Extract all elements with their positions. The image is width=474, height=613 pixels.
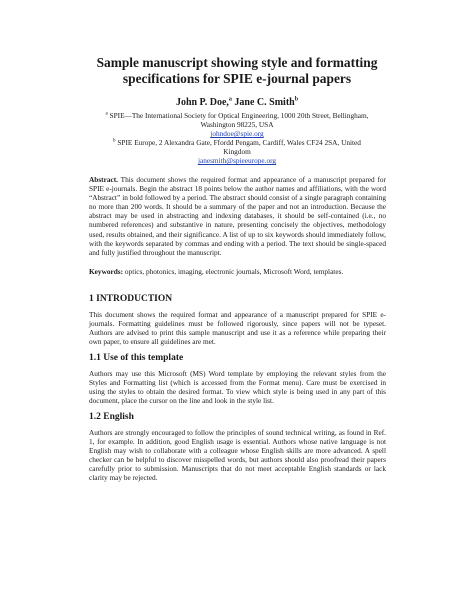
author-1-affiliation-mark: a: [228, 96, 232, 103]
affiliation-a-line-1: $^a$ SPIE—The International Society for Optical Engineering, 1000 20th Street, Bellingham,: [105, 111, 369, 120]
introduction-paragraph: This document shows the required format and appearance of a manuscript prepared for SPIE e-journals. Formatting guidelines must be followed rigorously, since papers will not be typeset. Authors are advised to print this sample manuscript and use it as a reference while preparing their own paper, to ensure all guidelines are met.: [89, 310, 386, 347]
template-paragraph: Authors may use this Microsoft (MS) Word template by employing the relevant styles from the Styles and Formatting list (which is accessed from the Format menu). Care must be exercised in using the styles to obtain the desired format. To view which style is being used in any part of this document, place the cursor on the line and look in the style list.: [89, 369, 386, 406]
affiliation-b-line-1: $^b$ SPIE Europe, 2 Alexandra Gate, Ffordd Pengam, Cardiff, Wales CF24 2SA, United: [113, 138, 361, 147]
subsection-heading-english: 1.2 English: [89, 412, 134, 422]
abstract-paragraph: [89, 175, 386, 257]
keywords-line: [89, 267, 386, 276]
section-heading-introduction: 1 INTRODUCTION: [89, 294, 173, 304]
abstract-label: Abstract.: [89, 175, 118, 184]
affiliation-b: [90, 138, 384, 166]
english-paragraph: Authors are strongly encouraged to follow the principles of sound technical writing, as found in Ref. 1, for example. In addition, good English usage is essential. Authors whose native language is not English may wish to collaborate with a colleague whose English skills are more advanced. A spell checker can be helpful to discover misspelled words, but authors should also proofread their papers carefully prior to submission. Manuscripts that do not meet acceptable English standards or lack clarity may be rejected.: [89, 428, 386, 483]
author-list: [90, 97, 384, 109]
author-2-affiliation-mark: b: [294, 96, 299, 103]
abstract-text: This document shows the required format and appearance of a manuscript prepared for SPIE e-journals. Begin the abstract 18 points below the author names and affiliations, with the word “Abstract” in bold followed by a period. The abstract should consist of a single paragraph containing no more than 200 words. It should be a summary of the paper and not an introduction. Because the abstract may be used in abstracting and indexing databases, it should be self-contained (i.e., no numbered references) and substantive in nature, presenting concisely the objectives, methodology used, results obtained, and their significance. A list of up to six keywords should immediately follow, with the keywords separated by commas and ending with a period. The text should be single-spaced and fully justified throughout the manuscript.: [89, 175, 386, 257]
author-2-email-link[interactable]: janesmith@spieeurope.org: [197, 156, 277, 166]
affiliation-b-mark: b: [113, 138, 116, 144]
author-1-name: John P. Doe,: [175, 97, 229, 108]
paper-title: [90, 55, 384, 87]
subsection-heading-template: 1.1 Use of this template: [89, 353, 184, 363]
paper-title-line-1: Sample manuscript showing style and formatting: [96, 55, 378, 70]
affiliation-a-line-2: Washington 98225, USA: [200, 120, 274, 130]
keywords-label: Keywords:: [89, 267, 124, 276]
keywords-text: optics, photonics, imaging, electronic journals, Microsoft Word, templates.: [124, 267, 344, 276]
author-1-email-link[interactable]: johndoe@spie.org: [210, 129, 264, 139]
author-2-name: Jane C. Smith: [234, 97, 295, 108]
affiliation-a-mark: a: [105, 111, 108, 117]
affiliation-b-line-2: Kingdom: [223, 147, 251, 157]
affiliation-a: [90, 111, 384, 139]
paper-title-line-2: specifications for SPIE e-journal papers: [122, 71, 352, 86]
